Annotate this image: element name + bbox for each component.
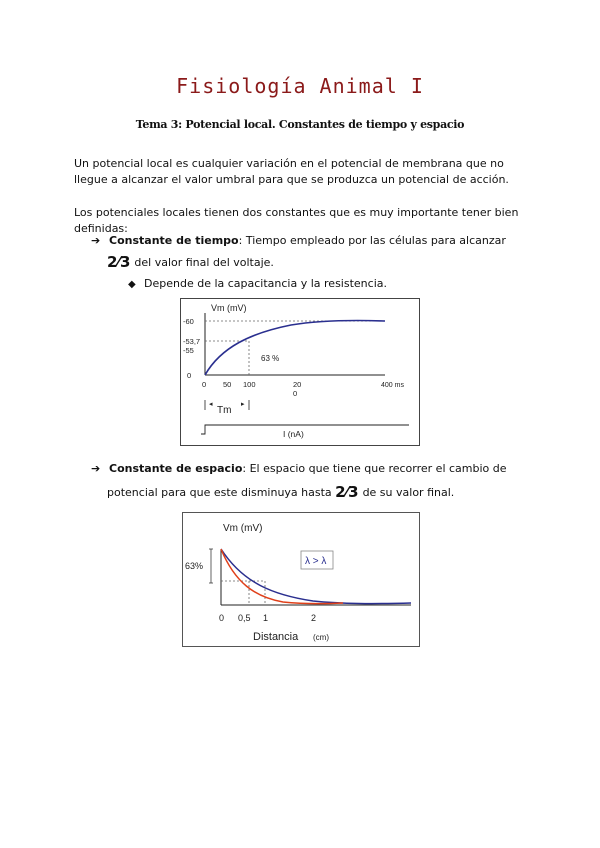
fraction-two-thirds: 2⁄3 bbox=[107, 253, 131, 271]
fig2-ytick: 63% bbox=[185, 561, 204, 571]
fig2-ylabel: Vm (mV) bbox=[223, 523, 263, 534]
fig1-xtick-1: 0 bbox=[202, 380, 207, 389]
fig1-current-label: I (nA) bbox=[283, 429, 304, 439]
charging-curve bbox=[205, 320, 385, 375]
fig1-xtick-3: 100 bbox=[243, 380, 256, 389]
time-constant-continuation bbox=[107, 254, 274, 271]
time-constant-text2: del valor final del voltaje. bbox=[134, 256, 274, 269]
arrow-icon: ➔ bbox=[91, 234, 101, 247]
space-constant-figure bbox=[182, 512, 420, 647]
space-constant-term: Constante de espacio bbox=[109, 462, 243, 475]
fig1-xtick-2: 50 bbox=[223, 380, 232, 389]
fig2-xlabel: Distancia bbox=[253, 631, 299, 643]
space-constant-text: : El espacio que tiene que recorrer el cambio de bbox=[242, 462, 507, 475]
fig2-xtick-3: 1 bbox=[263, 613, 269, 623]
current-step-line bbox=[201, 425, 409, 434]
fig2-xunit: (cm) bbox=[313, 633, 329, 642]
time-constant-text: : Tiempo empleado por las células para alcanzar bbox=[238, 234, 506, 247]
intro-paragraph: Un potencial local es cualquier variación en el potencial de membrana que no llegue a alcanzar el valor umbral para que se produzca un potencial de acción. bbox=[74, 157, 509, 186]
space-constant-text2a: potencial para que este disminuya hasta bbox=[107, 486, 332, 499]
time-constant-term: Constante de tiempo bbox=[109, 234, 239, 247]
tau-right-arrow-icon: ▸ bbox=[241, 401, 245, 408]
fig1-ytick-1: -60 bbox=[183, 317, 194, 326]
fig1-tau-label: Tm bbox=[217, 405, 232, 416]
fig1-ytick-2: -53,7 bbox=[183, 337, 201, 346]
space-constant-item bbox=[91, 461, 531, 477]
fig1-annotation: 63 % bbox=[261, 354, 280, 363]
fig2-legend: λ > λ bbox=[305, 556, 327, 567]
fig1-ytick-4: 0 bbox=[187, 371, 192, 380]
time-constant-sub: Depende de la capacitancia y la resistencia. bbox=[144, 277, 387, 290]
fig1-xtick-sub: 0 bbox=[293, 389, 298, 398]
fig1-ylabel: Vm (mV) bbox=[211, 303, 247, 313]
constants-paragraph: Los potenciales locales tienen dos constantes que es muy importante tener bien definidas: bbox=[74, 206, 519, 235]
arrow-icon: ➔ bbox=[91, 462, 101, 475]
fig2-xtick-4: 2 bbox=[311, 613, 317, 623]
space-constant-continuation bbox=[107, 484, 454, 501]
space-constant-text2b: de su valor final. bbox=[362, 486, 455, 499]
fig1-xtick-5: 400 ms bbox=[381, 382, 404, 389]
fig2-xtick-2: 0,5 bbox=[238, 613, 251, 623]
document-title: Fisiología Animal I bbox=[176, 74, 424, 98]
diamond-bullet-icon: ◆ bbox=[128, 279, 136, 290]
time-constant-subitem bbox=[128, 276, 387, 293]
fig1-ytick-3: -55 bbox=[183, 346, 194, 355]
fig2-xtick-1: 0 bbox=[219, 613, 225, 623]
time-constant-item bbox=[91, 233, 531, 249]
fig1-xtick-4: 20 bbox=[293, 380, 302, 389]
document-subtitle: Tema 3: Potencial local. Constantes de tiempo y espacio bbox=[135, 118, 465, 131]
tau-left-arrow-icon: ◂ bbox=[209, 401, 213, 408]
time-constant-figure bbox=[180, 298, 420, 446]
fraction-two-thirds: 2⁄3 bbox=[335, 483, 359, 501]
